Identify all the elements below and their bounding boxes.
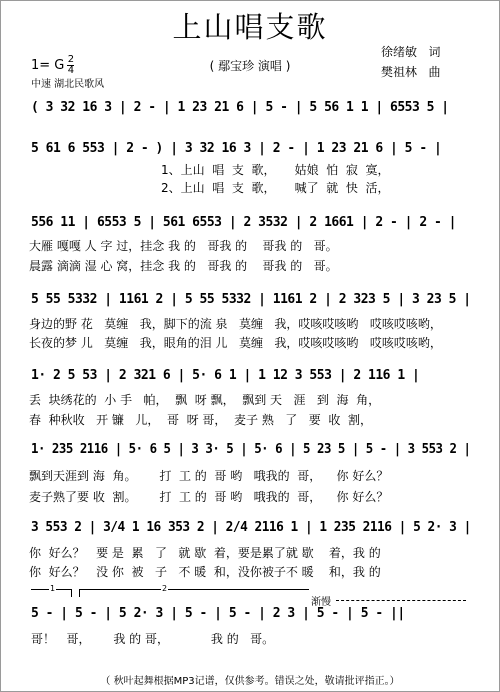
lyric-line: 哥！ 哥， 我 的 哥， 我 的 哥。 [31,632,275,646]
time-beats: 2 [67,54,75,65]
lyric-line: 麦子熟了要 收 割。 打 工 的 哥 哟 哦我的 哥， 你 好么？ [29,490,389,504]
lyric-line: 丢 块绣花的 小 手 帕， 飘 呀 飘， 飘到 天 涯 到 海 角， [29,393,381,407]
lyric-line: 身边的野 花 莫缠 我，脚下的流 泉 莫缠 我，哎咳哎咳哟 哎咳哎咳哟， [29,317,442,331]
first-ending-tick [71,589,72,597]
lyric-line: 晨露 滴滴 湿 心 窝，挂念 我 的 哥我 的 哥我 的 哥。 [29,259,338,273]
second-ending-tick [79,589,80,597]
second-ending-number: 2 [162,584,168,593]
lyricist-credit: 徐绪敏 词 [381,45,441,59]
lyric-line: 大雁 嘎嘎 人 字 过，挂念 我 的 哥我 的 哥我 的 哥。 [29,239,338,253]
notation-row: 5 61 6 553 | 2 - ) | 3 32 16 3 | 2 - | 1 23 21 6 | 5 - | [31,141,442,156]
ritardando-mark: 渐慢 [311,597,331,608]
lyric-line: 春 种秋收 开 镰 儿， 哥 呀 哥， 麦子 熟 了 要 收 割， [29,413,372,427]
notation-row: 5 55 5332 | 1161 2 | 5 55 5332 | 1161 2 | 2 323 5 | 3 23 5 | [31,292,471,307]
lyric-line: 飘到天涯到 海 角。 打 工 的 哥 哟 哦我的 哥， 你 好么？ [29,469,389,483]
notation-row: 556 11 | 6553 5 | 561 6553 | 2 3532 | 2 1661 | 2 - | 2 - | [31,215,456,230]
singer-credit: ( 鄢宝珍 演唱 ) [209,59,291,73]
lyric-line: 你 好么？ 要 是 累 了 就 歇 着，要是累了就 歇 着，我 的 [29,546,381,560]
ritardando-line [336,600,466,601]
notation-row: 1· 235 2116 | 5· 6 5 | 3 3· 5 | 5· 6 | 5 23 5 | 5 - | 3 553 2 | [31,442,471,457]
lyric-line: 你 好么？ 没 你 被 子 不 暖 和，没你被子不 暖 和，我 的 [29,565,381,579]
notation-row: 1· 2 5 53 | 2 321 6 | 5· 6 1 | 1 12 3 553 | 2 116 1 | [31,368,420,383]
song-title: 上山唱支歌 [172,10,328,44]
key-label: 1= G [31,58,65,73]
lyric-line: 长夜的梦 儿 莫缠 我，眼角的泪 儿 莫缠 我，哎咳哎咳哟 哎咳哎咳哟， [29,336,442,350]
composer-credit: 樊祖林 曲 [381,65,441,79]
transcription-note: （ 秋叶起舞根据MP3记谱，仅供参考。错误之处，敬请批评指正。） [100,676,400,687]
first-ending-number: 1 [50,584,56,593]
notation-row: 5 - | 5 - | 5 2· 3 | 5 - | 5 - | 2 3 | 5 - | 5 - || [31,606,405,621]
tempo-style: 中速 湖北民歌风 [31,79,105,90]
lyric-line: 2、上山 唱 支 歌， 喊了 就 快 活， [161,181,390,195]
time-unit: 4 [67,65,75,76]
notation-row: 3 553 2 | 3/4 1 16 353 2 | 2/4 2116 1 | 1 235 2116 | 5 2· 3 | [31,520,471,535]
notation-row: ( 3 32 16 3 | 2 - | 1 23 21 6 | 5 - | 5 56 1 1 | 6553 5 | [31,100,449,115]
second-ending-bracket [79,589,309,590]
lyric-line: 1、上山 唱 支 歌， 姑娘 怕 寂 寞， [161,163,390,177]
